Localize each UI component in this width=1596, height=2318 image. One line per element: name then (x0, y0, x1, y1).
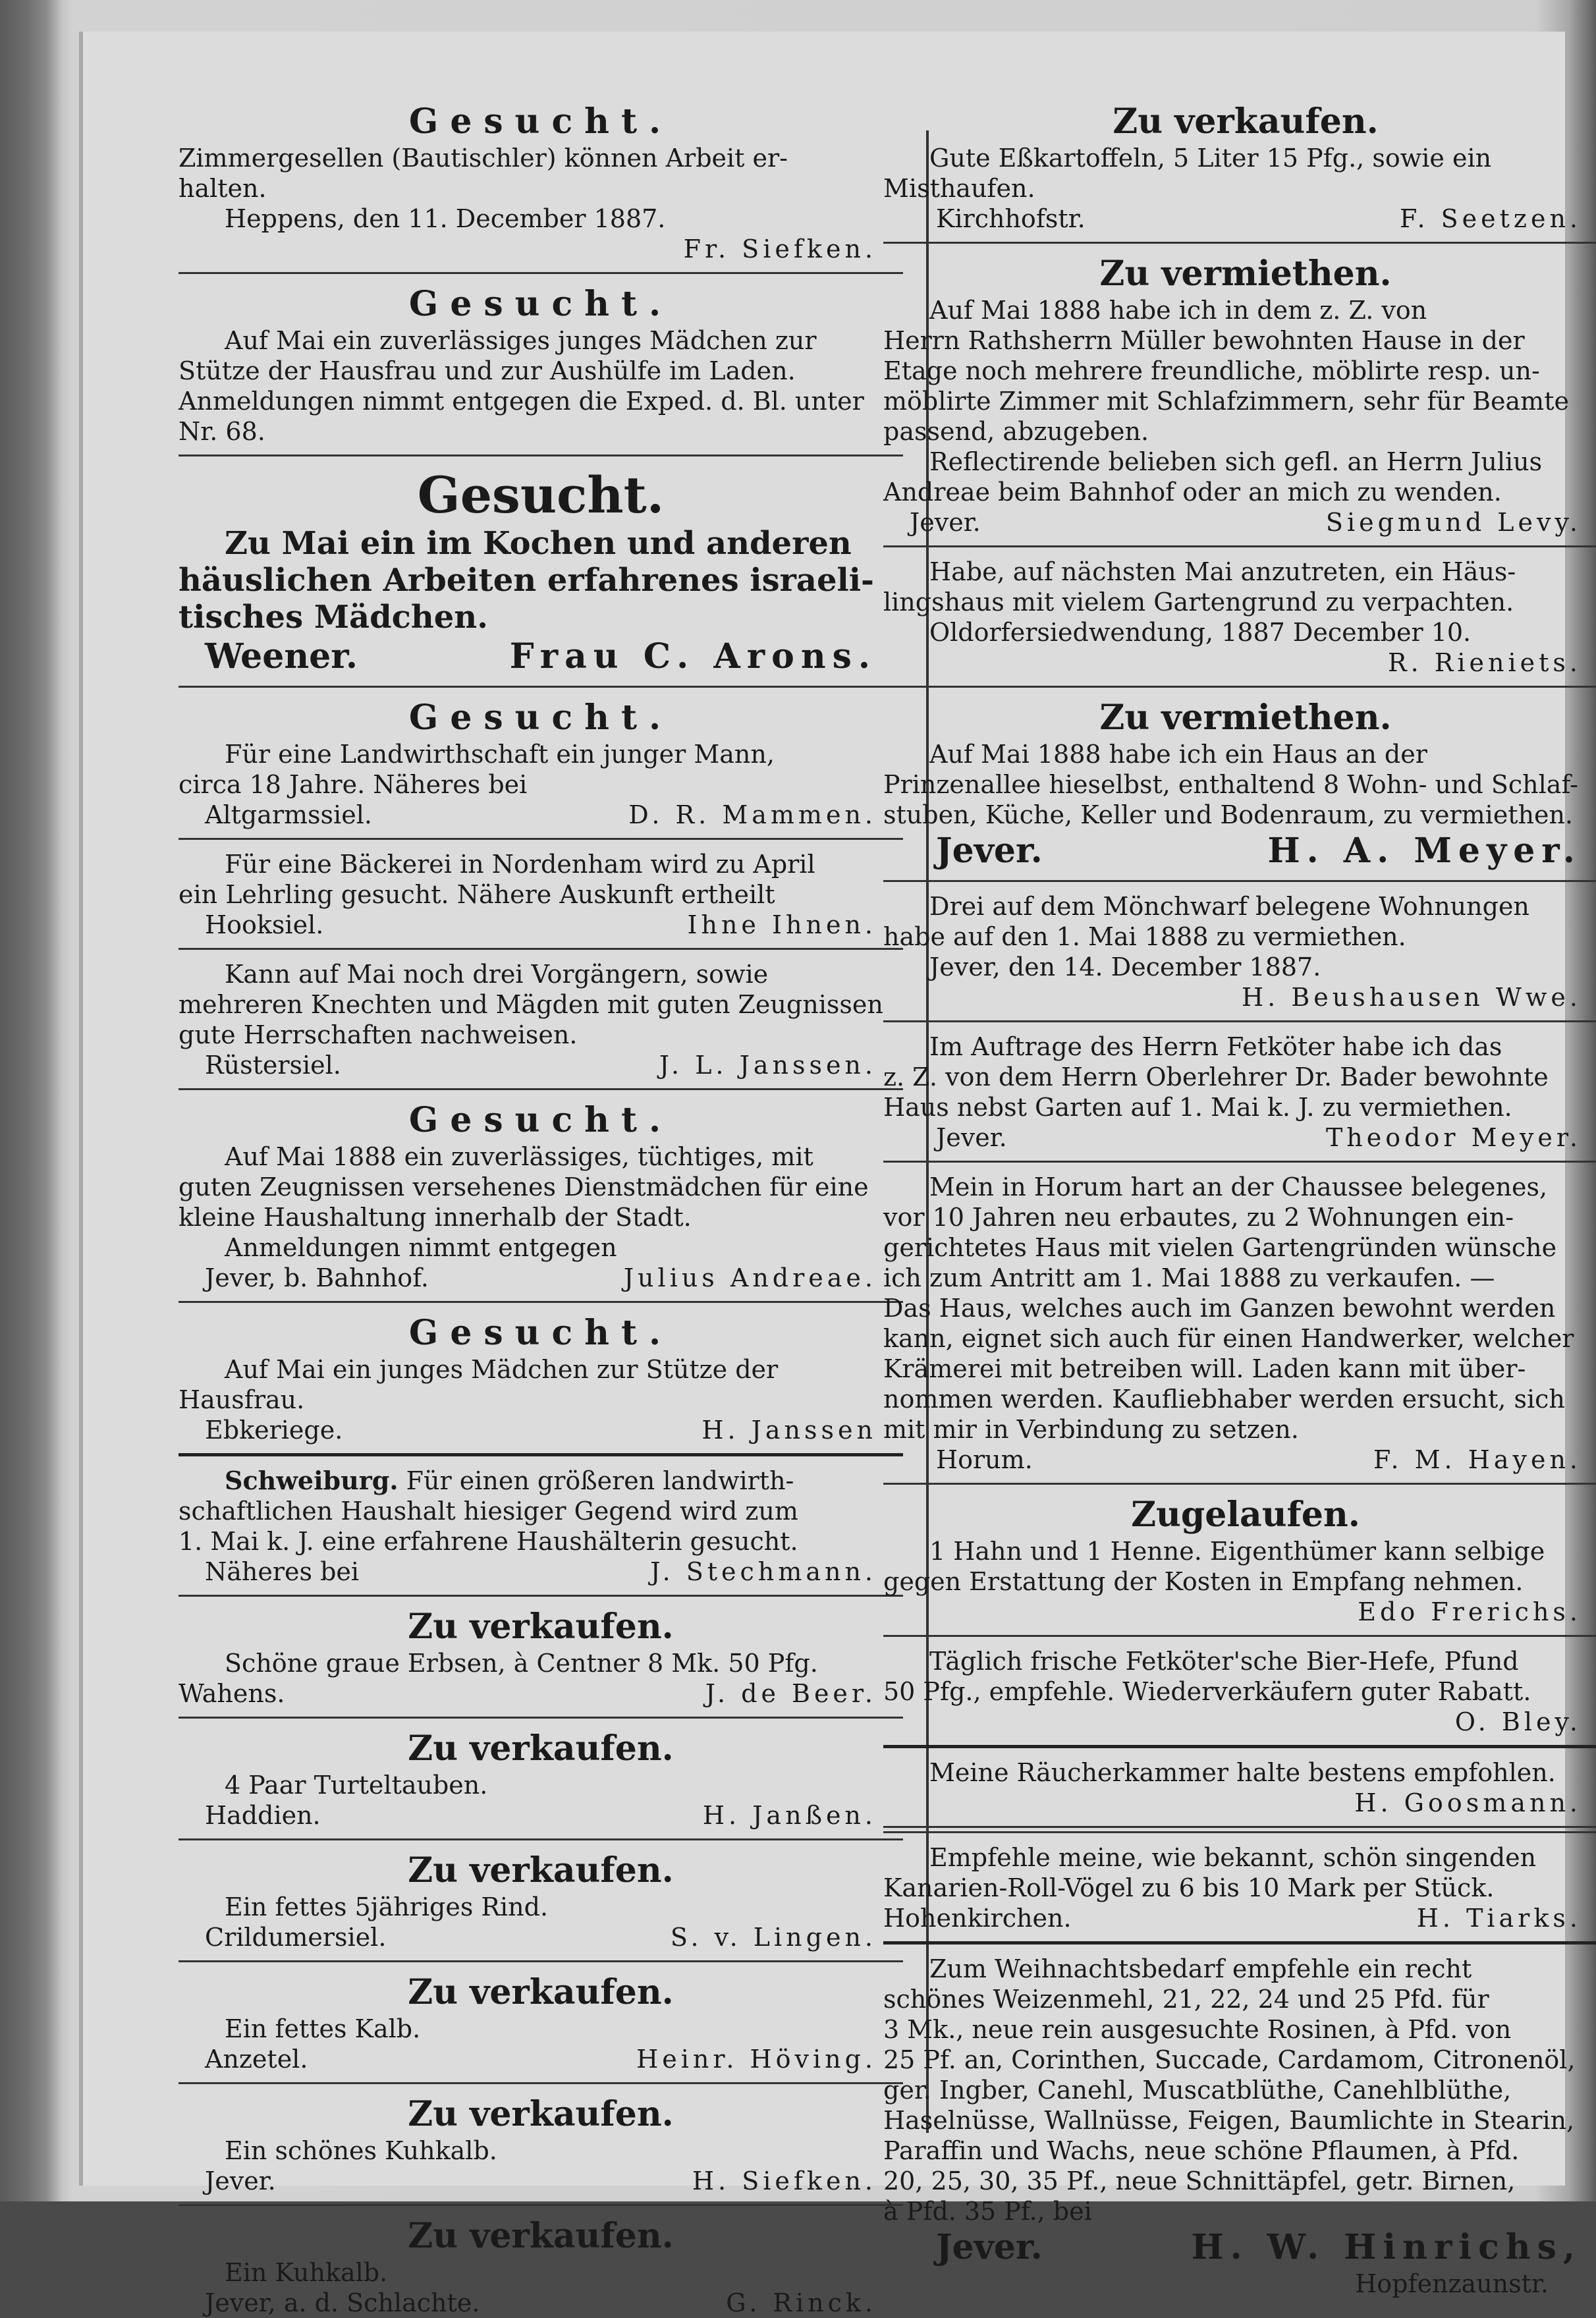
ad-line: Misthaufen. (883, 174, 1035, 203)
ad-line: Oldorfersiedwendung, 1887 December 10. (929, 618, 1472, 647)
newspaper-page (79, 32, 1582, 2317)
ad-line: Gute Eßkartoffeln, 5 Liter 15 Pfg., sowie ein (929, 144, 1492, 173)
ad-line: Hausfrau. (179, 1385, 305, 1414)
ad-signature: S. v. Lingen. (670, 1923, 877, 1952)
ad-signature-row (883, 1903, 1596, 1933)
ad-line-text: Für einen größeren landwirth- (406, 1466, 794, 1495)
ad-signature: G. Rinck. (726, 2288, 877, 2317)
ad-signature: R. Rieniets. (1388, 648, 1582, 677)
ad-line: Nr. 68. (179, 417, 265, 446)
ad-title: Gesucht. (408, 1313, 673, 1353)
separator (179, 686, 903, 688)
separator (179, 1960, 903, 1962)
ad-signature: F. M. Hayen. (1373, 1445, 1582, 1474)
ad-line: Ein fettes Kalb. (225, 2014, 421, 2043)
ad-signature-row (179, 1050, 903, 1080)
ad-line: ger. Ingber, Canehl, Muscatblüthe, Canehlblüthe, (883, 2076, 1512, 2105)
ad-line: Stütze der Hausfrau und zur Aushülfe im Laden. (179, 356, 796, 385)
ad-signature-row (179, 2288, 903, 2318)
left-column (179, 101, 903, 2318)
ad-line: 25 Pf. an, Corinthen, Succade, Cardamom, Citronenöl, (883, 2045, 1576, 2074)
separator (179, 838, 903, 840)
ad-title: Gesucht. (408, 698, 673, 738)
ad-title: Zu vermiethen. (1099, 254, 1392, 294)
ad-line: 50 Pfg., empfehle. Wiederverkäufern guter Rabatt. (883, 1677, 1531, 1706)
ad-line: mehreren Knechten und Mägden mit guten Zeugnissen (179, 990, 883, 1019)
ad-line: gute Herrschaften nachweisen. (179, 1020, 578, 1049)
ad-line: schönes Weizenmehl, 21, 22, 24 und 25 Pfd. für (883, 1985, 1489, 2014)
ad-title: Zu verkaufen. (408, 1728, 674, 1769)
separator (883, 686, 1596, 688)
separator (179, 2204, 903, 2206)
ad-left-13 (179, 2093, 903, 2196)
ad-signature: Heinr. Höving. (636, 2045, 877, 2074)
ad-signature-row (883, 1445, 1596, 1475)
separator (883, 242, 1596, 244)
ad-title: Zu verkaufen. (408, 2216, 674, 2256)
ad-place: Haddien. (205, 1801, 321, 1830)
ad-left-5 (179, 959, 903, 1080)
ad-signature: J. de Beer. (705, 1679, 877, 1708)
ad-title: Gesucht. (408, 1100, 673, 1140)
ad-line: Haselnüsse, Wallnüsse, Feigen, Baumlichte in Stearin, (883, 2106, 1575, 2135)
ad-left-0 (179, 101, 903, 264)
ad-right-7 (883, 1494, 1596, 1627)
separator (883, 880, 1596, 882)
ad-place: Horum. (936, 1445, 1033, 1474)
ad-line: circa 18 Jahre. Näheres bei (179, 770, 528, 799)
ad-line: Andreae beim Bahnhof oder an mich zu wenden. (883, 478, 1502, 507)
ad-right-5 (883, 1032, 1596, 1153)
ad-signature: D. R. Mammen. (628, 800, 877, 829)
ad-signature: H. Beushausen Wwe. (1242, 983, 1582, 1012)
ad-line: 4 Paar Turteltauben. (225, 1771, 488, 1800)
ad-right-6 (883, 1172, 1596, 1475)
ad-line: ein Lehrling gesucht. Nähere Auskunft ertheilt (179, 880, 775, 909)
ad-line: Ein fettes 5jähriges Rind. (225, 1892, 549, 1921)
ad-place: Jever. (936, 2227, 1043, 2267)
ad-line: Prinzenallee hieselbst, enthaltend 8 Wohn- und Schlaf- (883, 770, 1579, 799)
ad-lead: Schweiburg. (225, 1466, 399, 1495)
separator (883, 545, 1596, 547)
ad-title: Zu verkaufen. (1113, 101, 1379, 142)
ad-place: Jever. (205, 2166, 276, 2195)
ad-line: Paraffin und Wachs, neue schöne Pflaumen, à Pfd. (883, 2136, 1520, 2165)
ad-signature-row (179, 636, 903, 678)
ad-line: à Pfd. 35 Pf., bei (883, 2197, 1092, 2226)
ad-signature-row (179, 1922, 903, 1952)
separator (179, 1301, 903, 1303)
ad-line: ich zum Antritt am 1. Mai 1888 zu verkaufen. — (883, 1263, 1495, 1292)
ad-title: Gesucht. (408, 284, 673, 324)
ad-left-7 (179, 1312, 903, 1445)
ad-line: Zu Mai ein im Kochen und anderen (225, 525, 852, 562)
ad-left-6 (179, 1099, 903, 1293)
ad-title: Gesucht. (417, 466, 665, 524)
ad-signature: H. A. Meyer. (1267, 831, 1582, 871)
ad-left-9 (179, 1606, 903, 1709)
ad-line: Ein Kuhkalb. (225, 2258, 388, 2287)
ad-place: Jever, a. d. Schlachte. (205, 2288, 480, 2317)
ad-line: mit mir in Verbindung zu setzen. (883, 1415, 1299, 1444)
ad-line: stuben, Küche, Keller und Bodenraum, zu vermiethen. (883, 800, 1574, 829)
ad-signature-row (883, 1122, 1596, 1153)
separator (179, 1717, 903, 1719)
ad-line: gerichtetes Haus mit vielen Gartengründen wünsche (883, 1233, 1557, 1262)
right-column (883, 101, 1596, 2299)
ad-line: Täglich frische Fetköter'sche Bier-Hefe, Pfund (929, 1647, 1519, 1676)
ad-line: Für eine Bäckerei in Nordenham wird zu April (225, 850, 815, 879)
ad-left-10 (179, 1728, 903, 1831)
ad-place: Hohenkirchen. (883, 1904, 1072, 1933)
ad-signature: J. L. Janssen. (659, 1051, 877, 1080)
ad-signature: Julius Andreae. (623, 1263, 877, 1292)
separator (883, 1635, 1596, 1637)
ad-signature-row (883, 507, 1596, 538)
separator (179, 1453, 903, 1456)
ad-place: Weener. (205, 636, 358, 676)
ad-line: tisches Mädchen. (179, 599, 488, 636)
ad-signature-row (179, 2166, 903, 2196)
ad-signature: H. Tiarks. (1416, 1904, 1582, 1933)
ad-title: Zu verkaufen. (408, 1972, 674, 2012)
ad-title: Zu vermiethen. (1099, 698, 1392, 738)
ad-signature: H. Janßen. (702, 1801, 877, 1830)
ad-line: Auf Mai 1888 habe ich ein Haus an der (929, 740, 1427, 769)
ad-line: Auf Mai ein zuverlässiges junges Mädchen zur (225, 326, 817, 355)
ad-line: Schöne graue Erbsen, à Centner 8 Mk. 50 Pfg. (225, 1649, 818, 1678)
ad-signature-row (179, 1557, 903, 1587)
ad-line: Im Auftrage des Herrn Fetköter habe ich das (929, 1032, 1502, 1061)
ad-line: guten Zeugnissen versehenes Dienstmädchen für eine (179, 1173, 869, 1201)
ad-place: Ebkeriege. (205, 1416, 343, 1445)
ad-line: nommen werden. Kaufliebhaber werden ersucht, sich (883, 1385, 1565, 1414)
ad-line: passend, abzugeben. (883, 417, 1149, 446)
ad-place: Altgarmssiel. (205, 800, 372, 829)
ad-left-3 (179, 697, 903, 830)
ad-right-0 (883, 101, 1596, 234)
ad-line: Drei auf dem Mönchwarf belegene Wohnungen (929, 892, 1529, 921)
ad-right-8 (883, 1646, 1596, 1737)
ad-line: Zimmergesellen (Bautischler) können Arbeit er- (179, 144, 788, 173)
separator (883, 1483, 1596, 1485)
ad-line: kann, eignet sich auch für einen Handwerker, welcher (883, 1324, 1574, 1353)
ad-place: Jever. (936, 1123, 1007, 1152)
ad-line: Anmeldungen nimmt entgegen (225, 1233, 617, 1262)
ad-line: Auf Mai 1888 habe ich in dem z. Z. von (929, 296, 1427, 325)
ad-line: Meine Räucherkammer halte bestens empfohlen. (929, 1758, 1556, 1787)
ad-right-3 (883, 697, 1596, 872)
ad-line: z. Z. von dem Herrn Oberlehrer Dr. Bader bewohnte (883, 1062, 1549, 1091)
ad-signature: O. Bley. (1454, 1707, 1582, 1736)
ad-title: Zu verkaufen. (408, 2094, 674, 2134)
ad-signature: J. Stechmann. (650, 1557, 877, 1586)
ad-place: Anzetel. (205, 2045, 308, 2074)
ad-title: Zu verkaufen. (408, 1607, 674, 1647)
separator (883, 1826, 1596, 1833)
ad-left-11 (179, 1850, 903, 1952)
ad-line: Für eine Landwirthschaft ein junger Mann, (225, 740, 775, 769)
ad-signature: Frau C. Arons. (509, 636, 877, 676)
separator (883, 1161, 1596, 1163)
ad-line: 3 Mk., neue rein ausgesuchte Rosinen, à Pfd. von (883, 2015, 1512, 2044)
separator (179, 1595, 903, 1597)
ad-line: vor 10 Jahren neu erbautes, zu 2 Wohnungen ein- (883, 1203, 1514, 1232)
ad-place: Näheres bei (205, 1557, 360, 1586)
ad-signature-row (179, 1415, 903, 1445)
ad-signature: F. Seetzen. (1400, 204, 1582, 233)
ad-line: kleine Haushaltung innerhalb der Stadt. (179, 1203, 692, 1232)
ad-line: gegen Erstattung der Kosten in Empfang nehmen. (883, 1567, 1524, 1596)
ad-line (179, 1466, 903, 1496)
ad-line: Habe, auf nächsten Mai anzutreten, ein Häus- (929, 557, 1516, 586)
ad-line: Heppens, den 11. December 1887. (225, 204, 666, 233)
ad-line: Das Haus, welches auch im Ganzen bewohnt werden (883, 1294, 1556, 1323)
separator (179, 1088, 903, 1090)
ad-line: Zum Weihnachtsbedarf empfehle ein recht (929, 1954, 1472, 1983)
ad-line: Kanarien-Roll-Vögel zu 6 bis 10 Mark per Stück. (883, 1873, 1495, 1902)
ad-line: häuslichen Arbeiten erfahrenes israeli- (179, 562, 874, 599)
ad-line: Auf Mai 1888 ein zuverlässiges, tüchtiges, mit (225, 1142, 813, 1171)
separator (883, 1745, 1596, 1748)
ad-place: Crildumersiel. (205, 1923, 387, 1952)
ad-line: Haus nebst Garten auf 1. Mai k. J. zu vermiethen. (883, 1093, 1512, 1122)
ad-line: Anmeldungen nimmt entgegen die Exped. d. Bl. unter (179, 387, 864, 416)
ad-right-11 (883, 1954, 1596, 2299)
ad-left-12 (179, 1972, 903, 2074)
ad-right-9 (883, 1757, 1596, 1818)
ad-line: 20, 25, 30, 35 Pf., neue Schnittäpfel, getr. Birnen, (883, 2166, 1516, 2195)
ad-signature: H. Siefken. (692, 2166, 877, 2195)
separator (179, 272, 903, 274)
ad-place: Rüstersiel. (205, 1051, 341, 1080)
ad-line: lingshaus mit vielem Gartengrund zu verpachten. (883, 588, 1514, 617)
ad-title: Zugelaufen. (1131, 1495, 1360, 1535)
ad-left-14 (179, 2215, 903, 2318)
ad-signature-row (883, 2226, 1596, 2269)
ad-signature-row (883, 204, 1596, 234)
ad-line: 1. Mai k. J. eine erfahrene Haushälterin gesucht. (179, 1527, 798, 1556)
ad-left-1 (179, 283, 903, 447)
ad-line: habe auf den 1. Mai 1888 zu vermiethen. (883, 922, 1406, 951)
ad-place: Kirchhofstr. (936, 204, 1086, 233)
separator (883, 1020, 1596, 1022)
ad-line: Herrn Rathsherrn Müller bewohnten Hause in der (883, 326, 1525, 355)
ad-right-1 (883, 253, 1596, 538)
separator (883, 1941, 1596, 1945)
ad-line: schaftlichen Haushalt hiesiger Gegend wird zum (179, 1497, 798, 1526)
ad-signature-row (179, 1678, 903, 1709)
ad-signature: Fr. Siefken. (683, 235, 877, 263)
ad-signature-row (179, 1800, 903, 1831)
separator (179, 455, 903, 456)
ad-line: Kann auf Mai noch drei Vorgängern, sowie (225, 960, 769, 989)
ad-signature: Ihne Ihnen. (687, 910, 877, 939)
ad-signature: H. Janssen (702, 1416, 877, 1445)
ad-line: Krämerei mit betreiben will. Laden kann mit über- (883, 1354, 1526, 1383)
ad-line: Reflectirende belieben sich gefl. an Herrn Julius (929, 447, 1543, 476)
ad-place: Jever. (936, 831, 1043, 871)
ad-title: Zu verkaufen. (408, 1850, 674, 1890)
separator (179, 2082, 903, 2084)
ad-line: möblirte Zimmer mit Schlafzimmern, sehr für Beamte (883, 387, 1569, 416)
ad-signature-row (179, 1263, 903, 1293)
ad-line: 1 Hahn und 1 Henne. Eigenthümer kann selbige (929, 1537, 1545, 1566)
ad-signature: Edo Frerichs. (1358, 1597, 1582, 1626)
ad-place: Jever. (910, 508, 981, 537)
ad-signature: H. Goosmann. (1354, 1788, 1582, 1817)
ad-signature-row (179, 800, 903, 830)
ad-place: Jever, b. Bahnhof. (205, 1263, 429, 1292)
ad-title: Gesucht. (408, 101, 673, 142)
separator (179, 1838, 903, 1840)
ad-place: Hooksiel. (205, 910, 324, 939)
ad-signature-row (883, 830, 1596, 872)
ad-signature: Siegmund Levy. (1325, 508, 1582, 537)
ad-place: Wahens. (179, 1679, 285, 1708)
ad-signature: Theodor Meyer. (1325, 1123, 1582, 1152)
ad-right-10 (883, 1842, 1596, 1933)
ad-line: Etage noch mehrere freundliche, möblirte resp. un- (883, 356, 1540, 385)
separator (179, 948, 903, 950)
ad-line: Auf Mai ein junges Mädchen zur Stütze der (225, 1355, 779, 1384)
ad-line: halten. (179, 174, 267, 203)
ad-line: Jever, den 14. December 1887. (929, 952, 1321, 981)
ad-left-8 (179, 1466, 903, 1587)
ad-signature-row (179, 910, 903, 940)
ad-signature: H. W. Hinrichs, (1191, 2227, 1582, 2267)
ad-line: Ein schönes Kuhkalb. (225, 2136, 497, 2165)
ad-right-4 (883, 891, 1596, 1012)
ad-signature-row (179, 2044, 903, 2074)
ad-line: Mein in Horum hart an der Chaussee belegenes, (929, 1173, 1548, 1201)
ad-right-2 (883, 557, 1596, 678)
ad-address: Hopfenzaunstr. (1355, 2269, 1549, 2298)
ad-left-2 (179, 466, 903, 678)
ad-left-4 (179, 849, 903, 940)
ad-line: Empfehle meine, wie bekannt, schön singenden (929, 1843, 1537, 1872)
